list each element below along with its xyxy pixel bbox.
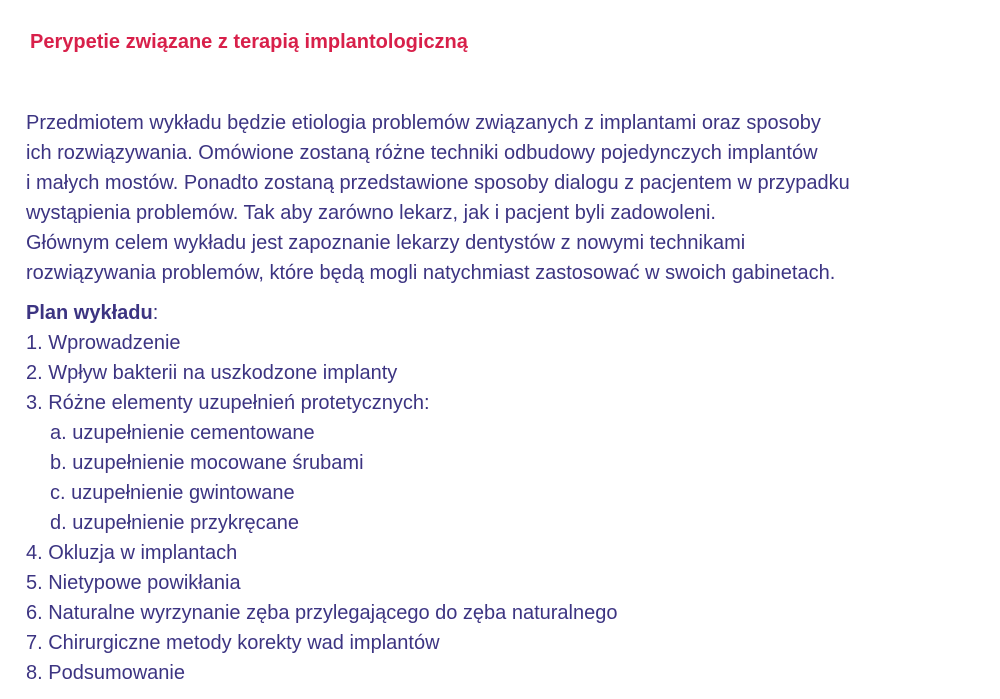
page-title: Perypetie związane z terapią implantologiczną xyxy=(30,31,468,53)
plan-item: 5. Nietypowe powikłania xyxy=(26,572,241,594)
plan-subitem: d. uzupełnienie przykręcane xyxy=(50,512,300,534)
intro-line: ich rozwiązywania. Omówione zostaną różne techniki odbudowy pojedynczych implantów xyxy=(26,142,818,164)
intro-line: wystąpienia problemów. Tak aby zarówno lekarz, jak i pacjent byli zadowoleni. xyxy=(26,202,716,224)
plan-subitem: a. uzupełnienie cementowane xyxy=(50,422,315,444)
intro-line: rozwiązywania problemów, które będą mogli natychmiast zastosować w swoich gabinetach. xyxy=(26,262,836,284)
plan-item: 8. Podsumowanie xyxy=(26,662,185,684)
intro-line: Przedmiotem wykładu będzie etiologia problemów związanych z implantami oraz sposoby xyxy=(26,112,821,134)
plan-heading-label: Plan wykładu xyxy=(26,302,153,324)
plan-heading xyxy=(26,298,986,328)
plan-item: 3. Różne elementy uzupełnień protetycznych: xyxy=(26,392,430,414)
intro-paragraph xyxy=(26,108,986,288)
plan-item: 4. Okluzja w implantach xyxy=(26,542,238,564)
plan-item: 1. Wprowadzenie xyxy=(26,332,181,354)
intro-line: Głównym celem wykładu jest zapoznanie lekarzy dentystów z nowymi technikami xyxy=(26,232,746,254)
plan-item: 7. Chirurgiczne metody korekty wad implantów xyxy=(26,632,440,654)
intro-line: i małych mostów. Ponadto zostaną przedstawione sposoby dialogu z pacjentem w przypadku xyxy=(26,172,850,194)
plan-heading-colon: : xyxy=(152,302,159,324)
plan-list xyxy=(26,328,986,688)
plan-subitem: b. uzupełnienie mocowane śrubami xyxy=(50,452,364,474)
plan-item: 6. Naturalne wyrzynanie zęba przylegającego do zęba naturalnego xyxy=(26,602,618,624)
lecture-plan xyxy=(26,298,986,688)
plan-item: 2. Wpływ bakterii na uszkodzone implanty xyxy=(26,362,398,384)
plan-subitem: c. uzupełnienie gwintowane xyxy=(50,482,295,504)
